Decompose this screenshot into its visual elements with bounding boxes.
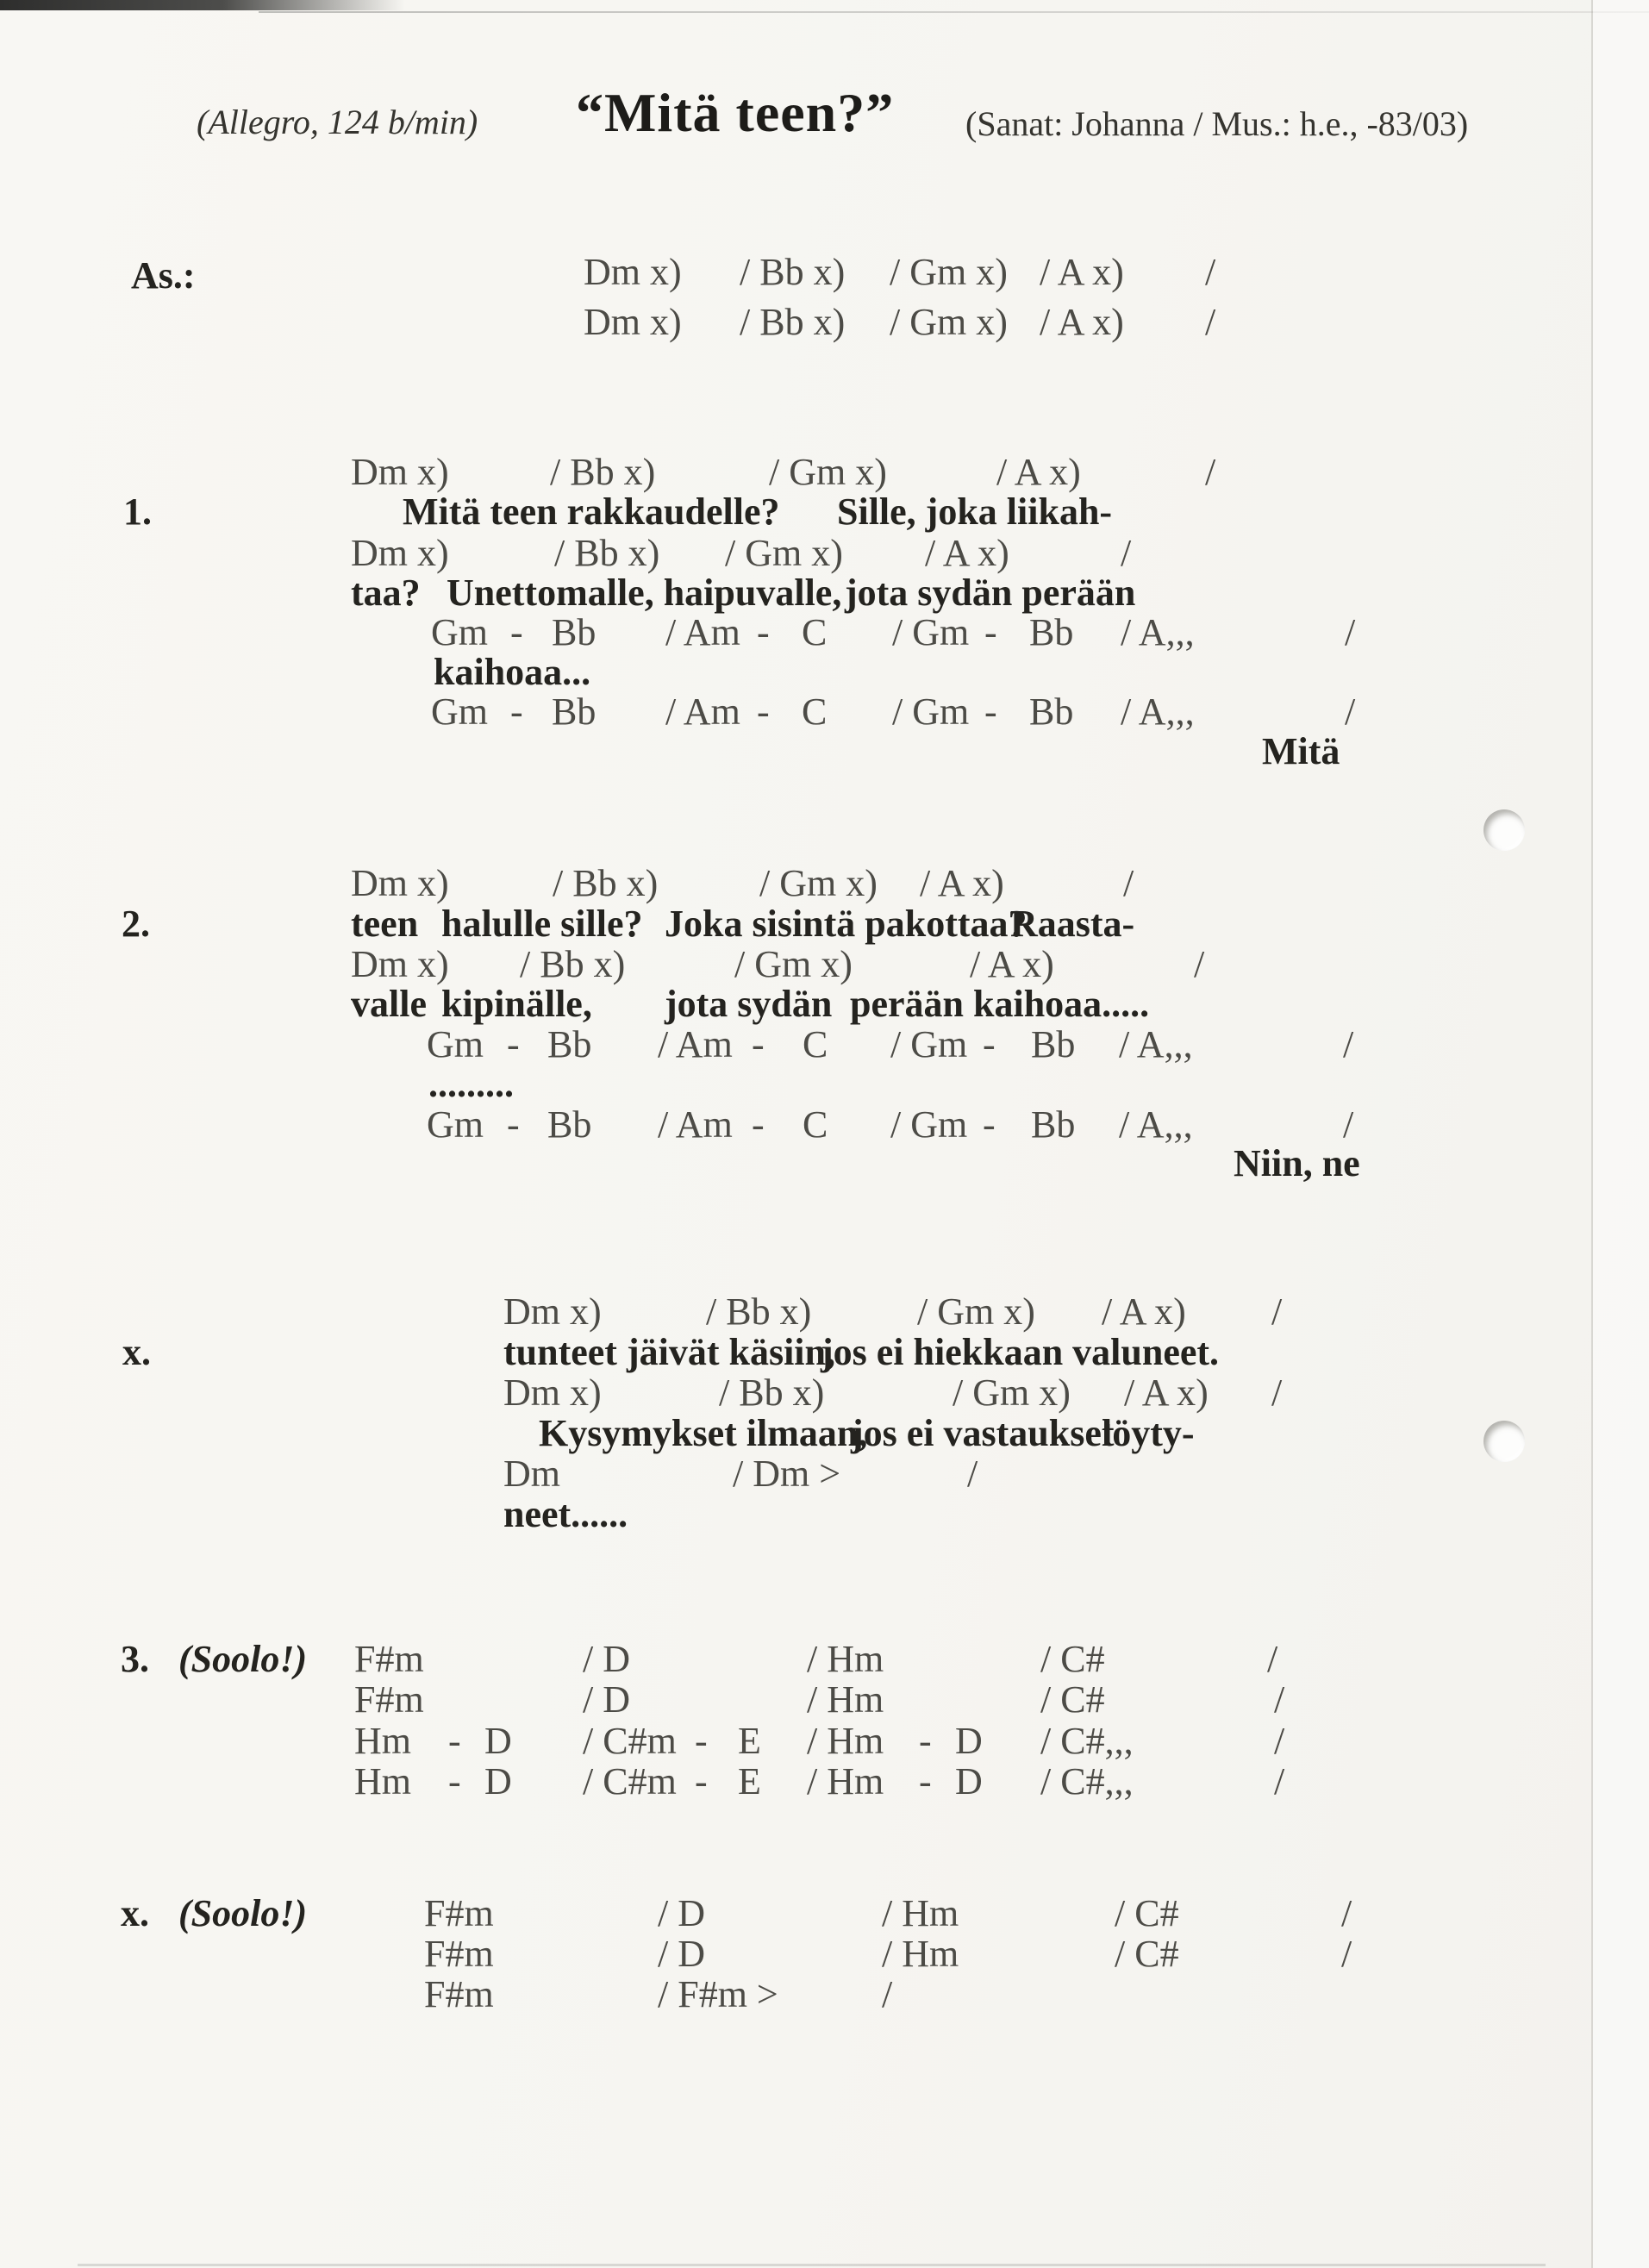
chord-text: Dm x) [584,251,682,293]
punch-hole-bottom [1483,1421,1525,1462]
lyric-text: Unettomalle, haipuvalle, [447,572,842,614]
chord-text: Bb [1031,1103,1076,1146]
chord-text: / [882,1973,893,2015]
lyric-text: kaihoaa... [434,651,591,693]
page-title: “Mitä teen?” [576,82,895,143]
chord-text: / [1205,301,1216,343]
chord-text: / Gm x) [725,532,843,574]
chord-text: F#m [424,1892,494,1934]
chord-text: Bb [1031,1023,1076,1065]
chord-text: / C#,,, [1040,1720,1134,1762]
paper-edge-line [1591,0,1593,2268]
chord-text: / C# [1040,1678,1105,1721]
chord-text: / Bb x) [553,862,659,904]
chord-text: / [1343,1103,1354,1146]
chord-text: - [983,1103,996,1146]
chord-text: Hm [354,1760,411,1803]
chord-text: / Bb x) [520,943,626,985]
chord-text: / Dm > [733,1453,841,1495]
chord-text: Hm [354,1720,411,1762]
soolo-label: (Soolo!) [178,1638,308,1680]
chord-text: D [955,1760,983,1803]
chord-text: / Gm x) [759,862,878,904]
chord-text: Gm [431,611,488,653]
chord-text: / Gm x) [890,251,1008,293]
chord-text: C [803,1103,828,1146]
chord-text: / Gm [890,1023,968,1065]
chord-text: / Am [658,1103,733,1146]
chord-text: Dm x) [351,451,449,493]
chord-text: / D [658,1892,705,1934]
chord-text: - [984,611,997,653]
lyric-text: halulle sille? [441,903,643,945]
chord-text: - [448,1760,461,1803]
chord-text: / A x) [1124,1371,1209,1414]
chord-text: / [1343,1023,1354,1065]
chord-text: Bb [1029,611,1074,653]
chord-text: / D [583,1678,630,1721]
chord-text: Bb [552,611,597,653]
chord-text: / [1274,1678,1285,1721]
chord-text: / D [583,1638,630,1680]
chord-text: - [919,1760,932,1803]
chord-text: / [1267,1638,1278,1680]
chord-text: F#m [424,1933,494,1975]
chord-text: / Gm x) [890,301,1008,343]
chord-text: D [484,1760,512,1803]
chord-text: Dm x) [584,301,682,343]
chord-text: / Gm [890,1103,968,1146]
chord-text: / [1205,451,1216,493]
chord-text: / Gm x) [917,1290,1035,1333]
chord-text: C [802,690,828,733]
section-label: x. [121,1892,149,1934]
chord-text: / A x) [996,451,1081,493]
chord-text: D [955,1720,983,1762]
lyric-text: jota sydän perään [845,572,1136,614]
chord-text: - [448,1720,461,1762]
credits-text: (Sanat: Johanna / Mus.: h.e., -83/03) [965,104,1469,143]
chord-text: E [738,1720,761,1762]
chord-text: F#m [354,1678,424,1721]
chord-text: / A x) [1040,301,1124,343]
chord-text: Dm x) [351,532,449,574]
chord-text: - [695,1760,708,1803]
chord-text: / [1271,1371,1283,1414]
chord-text: - [510,611,523,653]
lyric-text: ......... [428,1063,514,1105]
chord-text: - [757,690,770,733]
chord-text: / Gm [892,690,970,733]
chord-text: / Gm x) [769,451,887,493]
lyric-text: tunteet jäivät käsiin, [503,1331,835,1373]
scan-edge-bottom-artifact [78,2264,1546,2266]
chord-text: / Bb x) [706,1290,812,1333]
chord-text: Dm x) [503,1371,602,1414]
lyric-text: neet...... [503,1493,628,1535]
chord-text: / Am [665,611,740,653]
chord-text: / Hm [882,1892,959,1934]
chord-text: / [1205,251,1216,293]
chord-text: - [510,690,523,733]
chord-text: - [983,1023,996,1065]
section-label: x. [122,1331,151,1373]
chord-text: C [802,611,828,653]
lyric-text: Raasta- [1010,903,1135,945]
chord-text: E [738,1760,761,1803]
chord-text: / Hm [807,1720,884,1762]
chord-text: / Hm [882,1933,959,1975]
chord-text: Dm x) [351,943,449,985]
punch-hole-top [1483,809,1525,851]
chord-text: / Hm [807,1638,884,1680]
chord-text: / Am [658,1023,733,1065]
chord-text: - [984,690,997,733]
section-label: 1. [123,490,152,533]
lyric-text: Niin, ne [1234,1142,1360,1184]
chord-text: / A,,, [1121,611,1195,653]
scan-edge-artifact [0,0,405,10]
chord-text: / Hm [807,1678,884,1721]
lyric-text: Sille, joka liikah- [837,490,1113,533]
chord-text: / A,,, [1121,690,1195,733]
chord-text: / D [658,1933,705,1975]
chord-text: - [757,611,770,653]
chord-text: / C#m [583,1720,677,1762]
lyric-text: löyty- [1102,1412,1195,1454]
lyric-text: jos ei hiekkaan valuneet. [821,1331,1220,1373]
chord-text: Dm x) [503,1290,602,1333]
lyric-text: perään kaihoaa..... [850,983,1150,1025]
lyric-text: Joka sisintä pakottaa? [665,903,1028,945]
chord-text: F#m [354,1638,424,1680]
chord-text: / Gm [892,611,970,653]
chord-text: / Bb x) [554,532,660,574]
paper-edge-strip [1593,0,1649,2268]
soolo-label: (Soolo!) [178,1892,308,1934]
chord-text: / [1345,690,1356,733]
chord-text: / C# [1115,1933,1179,1975]
chord-text: / A x) [970,943,1054,985]
chord-text: / [1121,532,1132,574]
section-label: 2. [122,903,150,945]
chord-text: Bb [547,1103,592,1146]
chord-text: Dm [503,1453,560,1495]
chord-text: C [803,1023,828,1065]
chord-text: Dm x) [351,862,449,904]
chord-text: / C#,,, [1040,1760,1134,1803]
chord-text: / [1194,943,1205,985]
lyric-text: Mitä [1262,730,1340,772]
chord-text: / [1123,862,1134,904]
chord-text: / A,,, [1119,1023,1193,1065]
chord-text: Bb [552,690,597,733]
lyric-text: jota sydän [665,983,833,1025]
section-label: 3. [121,1638,149,1680]
chord-text: Bb [547,1023,592,1065]
chord-text: - [695,1720,708,1762]
lyric-text: Mitä teen rakkaudelle? [403,490,780,533]
chord-text: / [967,1453,978,1495]
chord-text: / [1341,1892,1352,1934]
chord-text: - [752,1023,765,1065]
chord-text: / [1341,1933,1352,1975]
chord-text: / [1274,1720,1285,1762]
chord-text: / [1271,1290,1283,1333]
lyric-text: kipinälle, [441,983,592,1025]
chord-text: Gm [431,690,488,733]
chord-text: D [484,1720,512,1762]
chord-text: / A x) [1040,251,1124,293]
chord-text: / C# [1040,1638,1105,1680]
chord-text: Gm [427,1023,484,1065]
chord-text: / A x) [1102,1290,1186,1333]
chord-text: / A x) [920,862,1004,904]
chord-text: / Bb x) [550,451,656,493]
chord-text: / Hm [807,1760,884,1803]
chord-text: - [507,1103,520,1146]
chord-text: / [1274,1760,1285,1803]
lyric-text: Kysymykset ilmaan, [539,1412,868,1454]
chord-text: / F#m > [658,1973,778,2015]
chord-text: Gm [427,1103,484,1146]
chord-text: F#m [424,1973,494,2015]
chord-text: / Bb x) [740,251,846,293]
chord-text: / Gm x) [953,1371,1071,1414]
chord-text: / [1345,611,1356,653]
chord-text: / Gm x) [734,943,853,985]
chord-text: / C# [1115,1892,1179,1934]
chord-text: - [507,1023,520,1065]
tempo-marking: (Allegro, 124 b/min) [197,103,478,141]
lyric-text: taa? [351,572,421,614]
chord-text: / Am [665,690,740,733]
chord-text: - [919,1720,932,1762]
lyric-text: jos ei vastaukset [851,1412,1115,1454]
chord-text: Bb [1029,690,1074,733]
scan-hairline-artifact [259,11,1649,13]
section-label: As.: [131,254,196,297]
lyric-text: teen [351,903,419,945]
chord-text: / A,,, [1119,1103,1193,1146]
chord-text: / Bb x) [719,1371,825,1414]
chord-text: - [752,1103,765,1146]
chord-text: / C#m [583,1760,677,1803]
lyric-text: valle [351,983,427,1025]
chord-text: / Bb x) [740,301,846,343]
chord-text: / A x) [925,532,1009,574]
